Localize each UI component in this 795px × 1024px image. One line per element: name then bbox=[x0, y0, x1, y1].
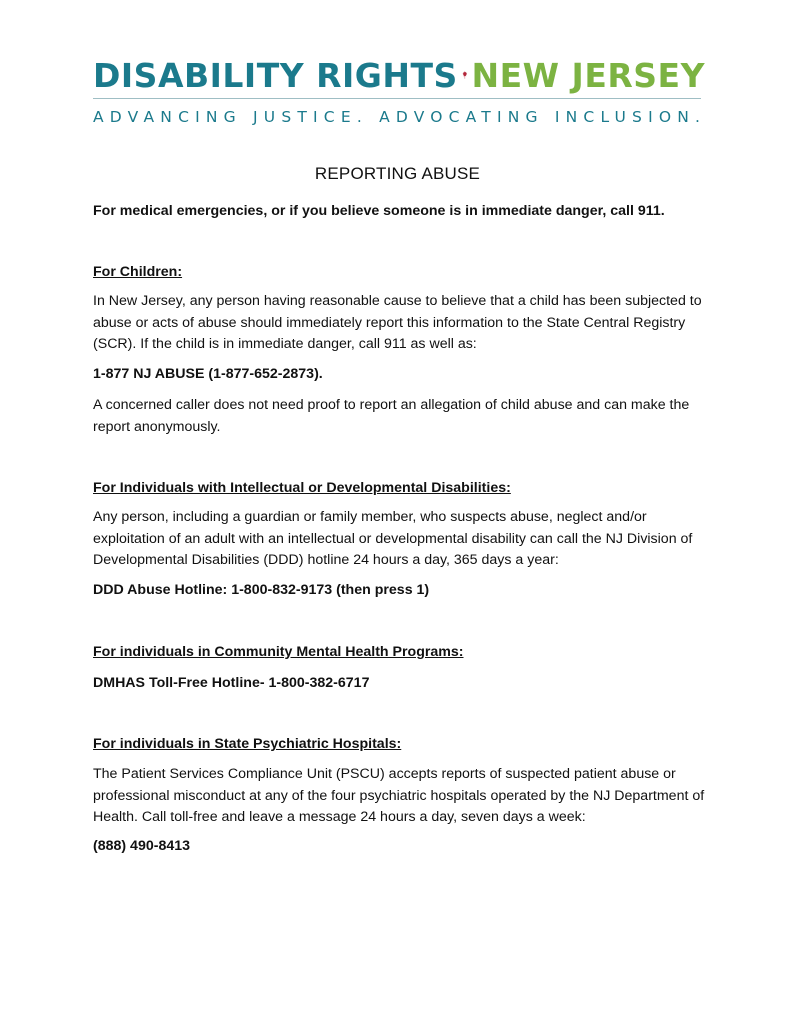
emergency-notice: For medical emergencies, or if you believe someone is in immediate danger, call 911. bbox=[93, 203, 665, 219]
idd-heading: For Individuals with Intellectual or Developmental Disabilities: bbox=[93, 480, 511, 496]
children-phone: 1-877 NJ ABUSE (1-877-652-2873). bbox=[93, 366, 323, 382]
psychiatric-body: The Patient Services Compliance Unit (PSCU) accepts reports of suspected patient abuse or professional misconduct at any of the four psychiatric hospitals operated by the NJ Department of Health. Call toll-free and leave a message 24 hours a day, seven days a week: bbox=[93, 766, 705, 825]
header-divider bbox=[93, 98, 701, 99]
idd-phone: DDD Abuse Hotline: 1-800-832-9173 (then press 1) bbox=[93, 582, 430, 598]
tagline: ADVANCING JUSTICE. ADVOCATING INCLUSION. bbox=[93, 108, 707, 126]
logo-text-right: NEW JERSEY bbox=[471, 55, 705, 95]
idd-body: Any person, including a guardian or family member, who suspects abuse, neglect and/or exploitation of an adult with an intellectual or developmental disability can call the NJ Division of Developmental Disabilities (DDD) hotline 24 hours a day, 365 days a year: bbox=[93, 509, 693, 568]
children-note: A concerned caller does not need proof to report an allegation of child abuse and can make the report anonymously. bbox=[93, 397, 690, 435]
psychiatric-heading: For individuals in State Psychiatric Hospitals: bbox=[93, 736, 402, 752]
organization-logo bbox=[93, 50, 705, 100]
mental-health-phone: DMHAS Toll-Free Hotline- 1-800-382-6717 bbox=[93, 675, 370, 691]
children-heading: For Children: bbox=[93, 264, 183, 280]
children-body: In New Jersey, any person having reasonable cause to believe that a child has been subjected to abuse or acts of abuse should immediately report this information to the State Central Registry (SCR). If the child is in immediate danger, call 911 as well as: bbox=[93, 293, 702, 352]
page-title: REPORTING ABUSE bbox=[314, 164, 481, 183]
oak-leaf-icon bbox=[462, 53, 468, 97]
logo-text-left: DISABILITY RIGHTS bbox=[93, 55, 458, 95]
mental-health-heading: For individuals in Community Mental Health Programs: bbox=[93, 644, 464, 660]
psychiatric-phone: (888) 490-8413 bbox=[93, 838, 191, 854]
